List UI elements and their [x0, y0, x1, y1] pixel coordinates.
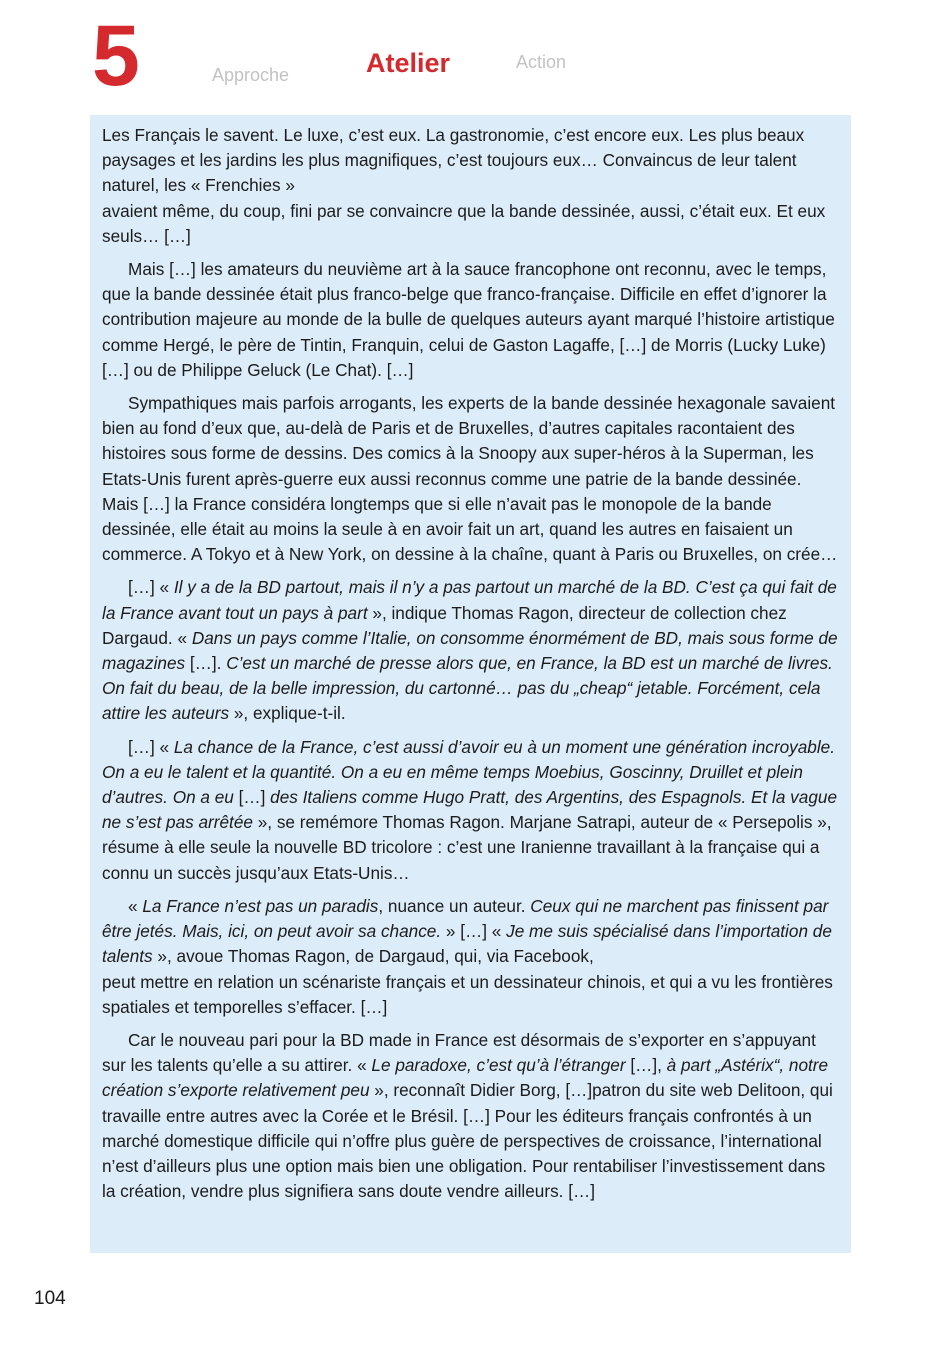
article-paragraph: [102, 391, 839, 567]
text-segment: […] «: [128, 736, 174, 757]
text-segment: Car le nouveau pari pour la BD made in France est désormais de s’exporter en s’appuyant sur les talents qu’elle a su attirer. «: [102, 1029, 816, 1076]
article-paragraph: [102, 199, 839, 249]
quote-segment: Il y a de la BD partout, mais il n’y a pas partout un marché de la BD. C’est ça qui fait de la France avant tout un pays à part: [102, 577, 837, 623]
article-box: [90, 115, 851, 1253]
text-segment: […] «: [128, 577, 174, 598]
text-segment: », reconnaît Didier Borg, […]patron du site web Delitoon, qui travaille entre autres avec la Corée et le Brésil. […] Pour les éditeurs français confrontés à un marché domestique difficile qui n’offre plus guère de perspectives de croissance, l’international n’est d’ailleurs plus une option mais bien une obligation. Pour rentabiliser l’investissement dans la création, vendre plus signifiera sans doute vendre ailleurs. […]: [102, 1080, 833, 1202]
text-segment: », se remémore Thomas Ragon. Marjane Satrapi, auteur de « Persepolis », résume à elle seule la nouvelle BD tricolore : c’est une Iranienne travaillant à la française qui a connu un succès jusqu’aux Etats-Unis…: [102, 812, 832, 883]
article-paragraph: [102, 257, 839, 383]
article-paragraph: [102, 1028, 839, 1204]
article-paragraph: [102, 970, 839, 1020]
quote-segment: Le paradoxe, c’est qu’à l’étranger: [371, 1055, 626, 1076]
text-segment: […]: [233, 787, 271, 808]
text-segment: », avoue Thomas Ragon, de Dargaud, qui, via Facebook,: [152, 946, 594, 967]
tab-action[interactable]: Action: [516, 52, 567, 72]
text-segment: peut mettre en relation un scénariste français et un dessinateur chinois, et qui a vu les frontières spatiales et temporelles s’effacer. […]: [102, 971, 833, 1017]
article-paragraph: [102, 735, 839, 886]
text-segment: avaient même, du coup, fini par se convaincre que la bande dessinée, aussi, c’était eux. Et eux seuls… […]: [102, 200, 826, 246]
quote-segment: Dans un pays comme l’Italie, on consomme énormément de BD, mais sous forme de magazines: [102, 627, 838, 674]
tab-atelier[interactable]: Atelier: [366, 48, 451, 78]
text-segment: Mais […] les amateurs du neuvième art à la sauce francophone ont reconnu, avec le temps, que la bande dessinée était plus franco-belge que franco-française. Difficile en effet d’ignorer la contribution majeure au monde de la bulle de quelques auteurs ayant marqué l’histoire artistique comme Hergé, le père de Tintin, Franquin, celui de Gaston Lagaffe, […] de Morris (Lucky Luke) […] ou de Philippe Geluck (Le Chat). […]: [102, 259, 835, 380]
text-segment: », indique Thomas Ragon, directeur de collection chez Dargaud. «: [102, 602, 787, 648]
text-segment: » […] «: [441, 921, 507, 942]
quote-segment: des Italiens comme Hugo Pratt, des Argentins, des Espagnols. Et la vague ne s’est pas arrêtée: [102, 787, 838, 833]
tab-approche[interactable]: Approche: [212, 65, 290, 85]
article-paragraph: [102, 123, 839, 199]
quote-segment: Je me suis spécialisé dans l’importation de talents: [102, 921, 832, 967]
quote-segment: La chance de la France, c’est aussi d’avoir eu à un moment une génération incroyable. On a eu le talent et la quantité. On a eu en même temps Moebius, Goscinny, Druillet et plein d’autres. On a eu: [102, 736, 836, 808]
text-segment: […],: [625, 1055, 667, 1076]
text-segment: Sympathiques mais parfois arrogants, les experts de la bande dessinée hexagonale savaient bien au fond d’eux que, au-delà de Paris et de Bruxelles, d’autres capitales racontaient des histoires sous forme de dessins. Des comics à la Snoopy aux super-héros à la Superman, les Etats-Unis furent après-guerre eux aussi reconnus comme une patrie de la bande dessinée. Mais […] la France considéra longtemps que si elle n’avait pas le monopole de la bande dessinée, elle était au moins la seule à en avoir fait un art, quand les autres en faisaient un commerce. A Tokyo et à New York, on dessine à la chaîne, quant à Paris ou Bruxelles, on crée…: [102, 393, 838, 565]
quote-segment: Ceux qui ne marchent pas finissent par être jetés. Mais, ici, on peut avoir sa chance.: [102, 895, 829, 942]
page-number: 104: [34, 1288, 66, 1309]
article-paragraph: [102, 575, 839, 726]
page-header: [0, 0, 936, 110]
text-segment: , nuance un auteur.: [378, 895, 531, 916]
quote-segment: C’est un marché de presse alors que, en France, la BD est un marché de livres. On fait du beau, de la belle impression, du cartonné… pas du „cheap“ jetable. Forcément, cela attire les auteurs: [102, 653, 833, 724]
text-segment: Les Français le savent. Le luxe, c’est eux. La gastronomie, c’est encore eux. Les plus beaux paysages et les jardins les plus magnifiques, c’est toujours eux… Convaincus de leur talent naturel, les « Frenchies »: [102, 125, 805, 196]
chapter-number: 5: [92, 8, 138, 104]
quote-segment: La France n’est pas un paradis: [142, 895, 379, 916]
quote-segment: à part „Astérix“, notre création s’exporte relativement peu: [102, 1055, 829, 1101]
text-segment: », explique-t-il.: [229, 703, 346, 724]
text-segment: «: [128, 895, 143, 916]
article-paragraph: [102, 894, 839, 970]
text-segment: […].: [185, 653, 227, 674]
